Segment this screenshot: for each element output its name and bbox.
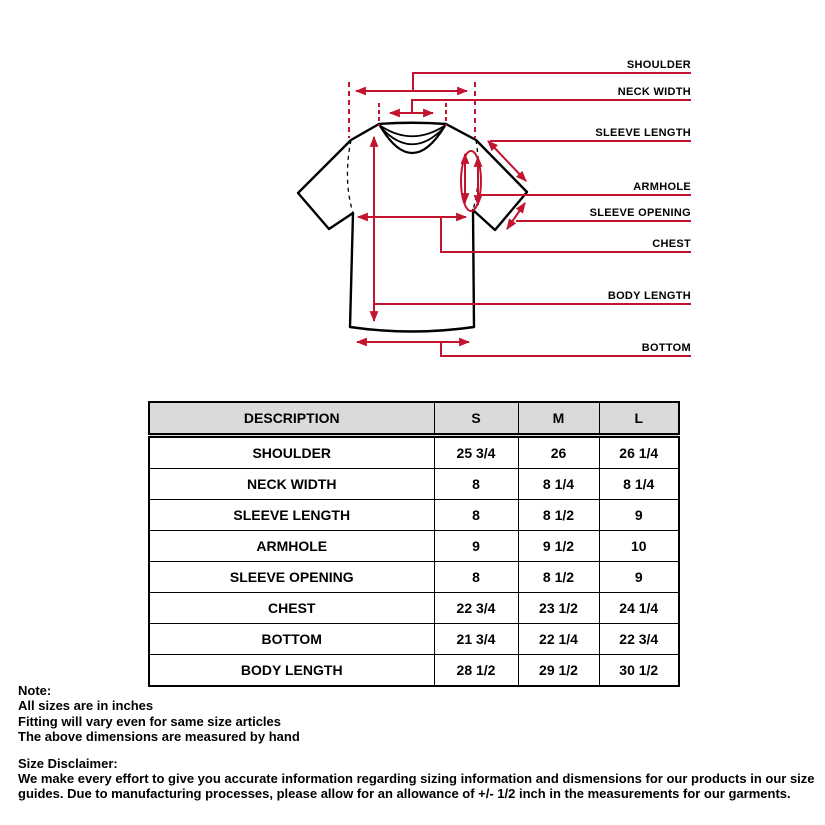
- tshirt-measurement-diagram: [0, 0, 825, 380]
- size-cell: 8 1/4: [518, 469, 599, 500]
- size-cell: 30 1/2: [599, 655, 679, 687]
- diagram-label-sleeve-opening: SLEEVE OPENING: [589, 207, 691, 219]
- table-row: [149, 531, 679, 562]
- description-cell: SLEEVE LENGTH: [149, 500, 434, 531]
- size-cell: 8 1/2: [518, 562, 599, 593]
- size-table-header-m: M: [518, 402, 599, 436]
- size-cell: 28 1/2: [434, 655, 518, 687]
- size-cell: 9: [599, 500, 679, 531]
- size-cell: 21 3/4: [434, 624, 518, 655]
- description-cell: SLEEVE OPENING: [149, 562, 434, 593]
- notes-title: Note:: [18, 683, 52, 698]
- table-row: [149, 624, 679, 655]
- disclaimer-body: We make every effort to give you accurate information regarding sizing information and dismensions for our products in our size guides. Due to manufacturing processes, please allow for an allowance of +/- 1/2 inch in the measurements for our garments.: [18, 771, 815, 802]
- tshirt-outline: [298, 123, 527, 332]
- size-cell: 22 3/4: [599, 624, 679, 655]
- diagram-labels: [590, 59, 691, 354]
- note-line: All sizes are in inches: [18, 698, 154, 714]
- description-cell: BOTTOM: [149, 624, 434, 655]
- description-cell: SHOULDER: [149, 436, 434, 469]
- size-cell: 26: [518, 436, 599, 469]
- diagram-label-chest: CHEST: [652, 238, 691, 250]
- diagram-label-body-length: BODY LENGTH: [607, 290, 691, 302]
- size-cell: 9 1/2: [518, 531, 599, 562]
- disclaimer-section: [18, 756, 819, 802]
- size-cell: 8 1/2: [518, 500, 599, 531]
- note-line: The above dimensions are measured by hand: [18, 729, 300, 745]
- disclaimer-title: Size Disclaimer:: [18, 756, 118, 771]
- size-cell: 23 1/2: [518, 593, 599, 624]
- table-row: [149, 655, 679, 687]
- diagram-label-shoulder: SHOULDER: [626, 59, 691, 71]
- diagram-label-sleeve-length: SLEEVE LENGTH: [595, 127, 691, 139]
- size-cell: 9: [434, 531, 518, 562]
- size-cell: 22 3/4: [434, 593, 518, 624]
- description-cell: CHEST: [149, 593, 434, 624]
- table-row: [149, 436, 679, 469]
- table-row: [149, 562, 679, 593]
- diagram-label-armhole: ARMHOLE: [633, 181, 691, 193]
- size-cell: 9: [599, 562, 679, 593]
- table-row: [149, 593, 679, 624]
- notes-section: [18, 683, 300, 745]
- note-line: Fitting will vary even for same size articles: [18, 713, 281, 729]
- table-row: [149, 469, 679, 500]
- size-cell: 10: [599, 531, 679, 562]
- size-cell: 8: [434, 562, 518, 593]
- size-cell: 22 1/4: [518, 624, 599, 655]
- description-cell: ARMHOLE: [149, 531, 434, 562]
- diagram-label-bottom: BOTTOM: [641, 342, 691, 354]
- size-table-header-s: S: [434, 402, 518, 436]
- size-table-header-description: DESCRIPTION: [149, 402, 434, 436]
- diagram-label-neck-width: NECK WIDTH: [617, 86, 691, 98]
- size-cell: 8: [434, 500, 518, 531]
- size-cell: 24 1/4: [599, 593, 679, 624]
- size-cell: 8: [434, 469, 518, 500]
- size-table-header-l: L: [599, 402, 679, 436]
- size-cell: 25 3/4: [434, 436, 518, 469]
- description-cell: NECK WIDTH: [149, 469, 434, 500]
- size-cell: 8 1/4: [599, 469, 679, 500]
- size-table-header-row: [149, 402, 679, 436]
- table-row: [149, 500, 679, 531]
- size-cell: 26 1/4: [599, 436, 679, 469]
- neck-width-leader-line: [412, 100, 691, 113]
- size-cell: 29 1/2: [518, 655, 599, 687]
- description-cell: BODY LENGTH: [149, 655, 434, 687]
- size-table: [148, 401, 680, 687]
